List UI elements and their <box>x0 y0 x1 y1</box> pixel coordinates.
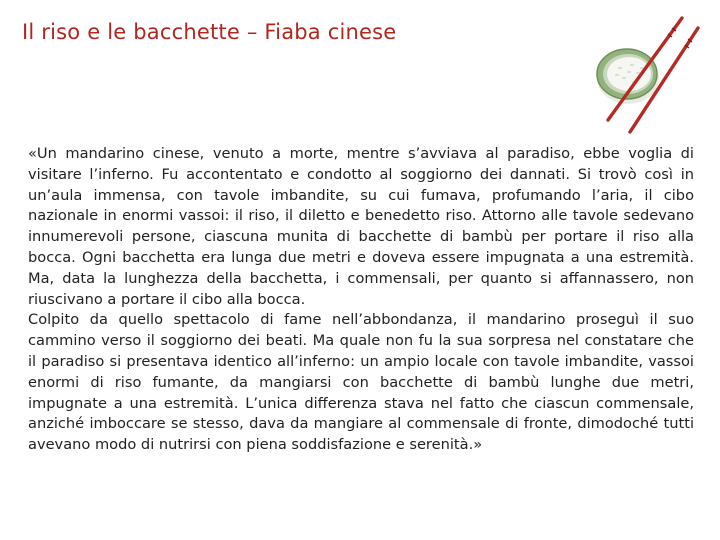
rice-bowl-illustration <box>588 10 716 138</box>
story-text <box>28 144 694 456</box>
rice <box>607 57 651 91</box>
story-paragraph-1: «Un mandarino cinese, venuto a morte, mentre s’avviava al paradiso, ebbe voglia di visitare l’inferno. Fu accontentato e condotto al soggiorno dei dannati. Si trovò così in un’aula immensa, con tavole imbandite, su cui fumava, profumando l’aria, il cibo nazionale in enormi vassoi: il riso, il diletto e benedetto riso. Attorno alle tavole sedevano innumerevoli persone, ciascuna munita di bacchette di bambù per portare il riso alla bocca. Ogni bacchetta era lunga due metri e doveva essere impugnata a una estremità. Ma, data la lunghezza della bacchetta, i commensali, per quanto si affannassero, non riuscivano a portare il cibo alla bocca. <box>28 145 694 308</box>
story-paragraph-2: Colpito da quello spettacolo di fame nell’abbondanza, il mandarino proseguì il suo cammino verso il soggiorno dei beati. Ma quale non fu la sua sorpresa nel constatare che il paradiso si presentava identico all’inferno: un ampio locale con tavole imbandite, vassoi enormi di riso fumante, da mangiarsi con bacchette di bambù lunghe due metri, impugnate a una estremità. L’unica differenza stava nel fatto che ciascun commensale, anziché imboccare se stesso, dava da mangiare al commensale di fronte, dimodoché tutti avevano modo di nutrirsi con piena soddisfazione e serenità.» <box>28 311 694 454</box>
rice-bowl-with-chopsticks-icon <box>588 10 716 138</box>
slide-title: Il riso e le bacchette – Fiaba cinese <box>22 20 397 44</box>
